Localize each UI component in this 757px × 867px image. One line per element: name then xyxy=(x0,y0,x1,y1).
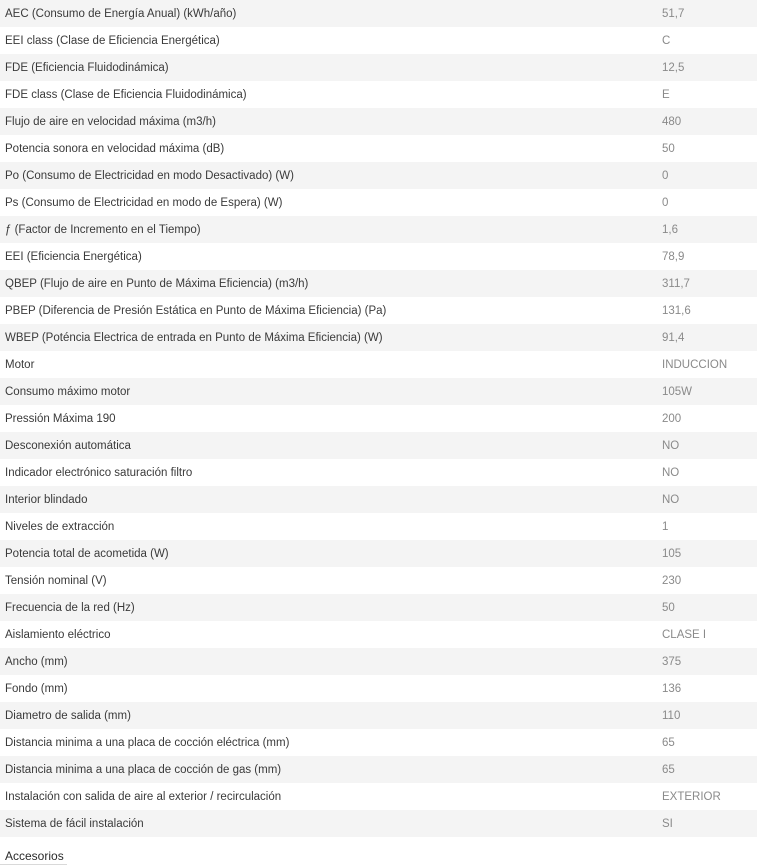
spec-label: FDE class (Clase de Eficiencia Fluidodinámica) xyxy=(5,88,247,101)
spec-label: Tensión nominal (V) xyxy=(5,574,107,587)
spec-row xyxy=(0,810,757,837)
spec-value: 131,6 xyxy=(662,304,691,317)
spec-label: Motor xyxy=(5,358,35,371)
spec-label: Pressión Máxima 190 xyxy=(5,412,116,425)
spec-row xyxy=(0,648,757,675)
spec-value: 105 xyxy=(662,547,682,560)
spec-value: 91,4 xyxy=(662,331,685,344)
spec-value: E xyxy=(662,88,670,101)
spec-label: FDE (Eficiencia Fluidodinámica) xyxy=(5,61,169,74)
accessories-heading[interactable]: Accesorios xyxy=(0,849,67,865)
spec-row xyxy=(0,54,757,81)
spec-value: 1,6 xyxy=(662,223,678,236)
spec-value: 51,7 xyxy=(662,7,685,20)
spec-row xyxy=(0,675,757,702)
spec-row xyxy=(0,432,757,459)
spec-value: 230 xyxy=(662,574,682,587)
spec-row xyxy=(0,783,757,810)
spec-label: Frecuencia de la red (Hz) xyxy=(5,601,135,614)
spec-row xyxy=(0,243,757,270)
spec-row xyxy=(0,405,757,432)
spec-row xyxy=(0,756,757,783)
spec-label: Potencia total de acometida (W) xyxy=(5,547,169,560)
spec-row xyxy=(0,567,757,594)
spec-row xyxy=(0,189,757,216)
spec-row xyxy=(0,270,757,297)
spec-row xyxy=(0,486,757,513)
spec-label: QBEP (Flujo de aire en Punto de Máxima Eficiencia) (m3/h) xyxy=(5,277,309,290)
spec-value: C xyxy=(662,34,671,47)
spec-row xyxy=(0,540,757,567)
spec-label: Po (Consumo de Electricidad en modo Desactivado) (W) xyxy=(5,169,294,182)
spec-row xyxy=(0,351,757,378)
spec-value: 50 xyxy=(662,142,675,155)
spec-row xyxy=(0,621,757,648)
spec-label: Sistema de fácil instalación xyxy=(5,817,144,830)
spec-row xyxy=(0,81,757,108)
spec-value: EXTERIOR xyxy=(662,790,721,803)
spec-row xyxy=(0,27,757,54)
spec-value: 50 xyxy=(662,601,675,614)
spec-value: INDUCCION xyxy=(662,358,728,371)
spec-row xyxy=(0,162,757,189)
spec-label: Ps (Consumo de Electricidad en modo de Espera) (W) xyxy=(5,196,283,209)
spec-row xyxy=(0,216,757,243)
spec-label: ƒ (Factor de Incremento en el Tiempo) xyxy=(5,223,201,236)
spec-label: Potencia sonora en velocidad máxima (dB) xyxy=(5,142,225,155)
spec-label: Niveles de extracción xyxy=(5,520,115,533)
spec-value: 311,7 xyxy=(662,277,690,290)
spec-label: Ancho (mm) xyxy=(5,655,68,668)
spec-row xyxy=(0,513,757,540)
spec-value: 105W xyxy=(662,385,693,398)
spec-row xyxy=(0,108,757,135)
spec-value: SI xyxy=(662,817,673,830)
spec-label: Consumo máximo motor xyxy=(5,385,131,398)
spec-label: Desconexión automática xyxy=(5,439,131,452)
spec-row xyxy=(0,702,757,729)
spec-label: Fondo (mm) xyxy=(5,682,68,695)
spec-value: 65 xyxy=(662,763,675,776)
spec-row xyxy=(0,729,757,756)
spec-value: 375 xyxy=(662,655,682,668)
spec-row xyxy=(0,378,757,405)
spec-label: Instalación con salida de aire al exterior / recirculación xyxy=(5,790,282,803)
spec-label: Diametro de salida (mm) xyxy=(5,709,131,722)
spec-label: EEI class (Clase de Eficiencia Energética) xyxy=(5,34,220,47)
spec-row xyxy=(0,459,757,486)
spec-label: EEI (Eficiencia Energética) xyxy=(5,250,142,263)
spec-label: Distancia minima a una placa de cocción eléctrica (mm) xyxy=(5,736,290,749)
spec-row xyxy=(0,594,757,621)
spec-label: WBEP (Poténcia Electrica de entrada en Punto de Máxima Eficiencia) (W) xyxy=(5,331,383,344)
spec-label: AEC (Consumo de Energía Anual) (kWh/año) xyxy=(5,7,237,20)
spec-row xyxy=(0,0,757,27)
spec-label: PBEP (Diferencia de Presión Estática en Punto de Máxima Eficiencia) (Pa) xyxy=(5,304,387,317)
spec-value: 0 xyxy=(662,196,669,209)
spec-label: Distancia minima a una placa de cocción de gas (mm) xyxy=(5,763,282,776)
spec-value: 1 xyxy=(662,520,669,533)
spec-row xyxy=(0,135,757,162)
spec-label: Flujo de aire en velocidad máxima (m3/h) xyxy=(5,115,216,128)
spec-value: 65 xyxy=(662,736,675,749)
spec-value: NO xyxy=(662,466,680,479)
spec-value: 200 xyxy=(662,412,682,425)
spec-value: 0 xyxy=(662,169,669,182)
spec-row xyxy=(0,324,757,351)
spec-label: Indicador electrónico saturación filtro xyxy=(5,466,193,479)
spec-label: Interior blindado xyxy=(5,493,88,506)
spec-value: 110 xyxy=(662,709,681,722)
spec-label: Aislamiento eléctrico xyxy=(5,628,111,641)
spec-value: 78,9 xyxy=(662,250,685,263)
spec-value: 12,5 xyxy=(662,61,685,74)
spec-value: NO xyxy=(662,493,680,506)
spec-value: 480 xyxy=(662,115,682,128)
spec-value: 136 xyxy=(662,682,682,695)
spec-value: CLASE I xyxy=(662,628,707,641)
spec-row xyxy=(0,297,757,324)
spec-value: NO xyxy=(662,439,680,452)
